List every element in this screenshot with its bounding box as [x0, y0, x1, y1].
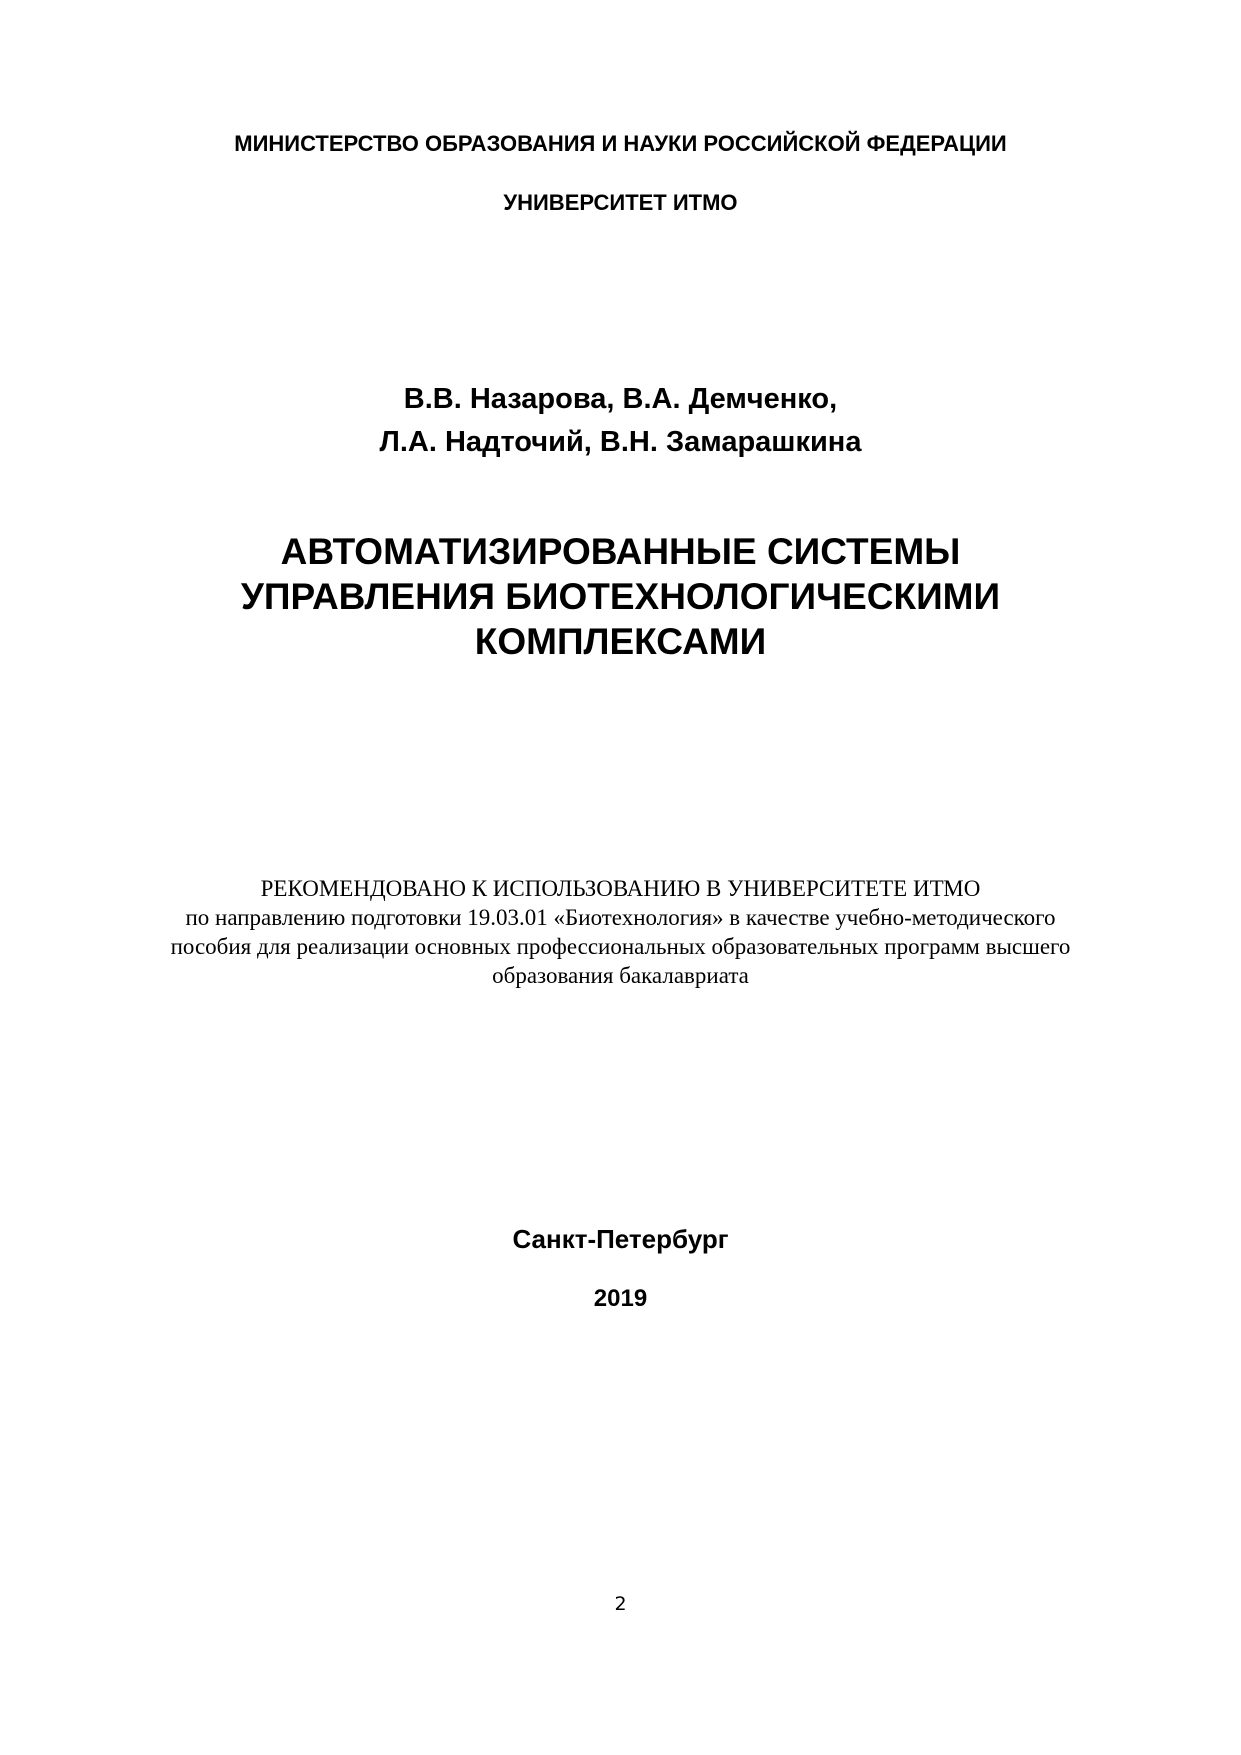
- recommendation-block: [0, 874, 1241, 990]
- authors-block: [0, 378, 1241, 464]
- title-line-3: КОМПЛЕКСАМИ: [474, 621, 767, 662]
- authors-line-2: Л.А. Надточий, В.Н. Замарашкина: [379, 426, 862, 458]
- authors-line-1: В.В. Назарова, В.А. Демченко,: [403, 383, 838, 415]
- publication-city: Санкт-Петербург: [512, 1224, 729, 1254]
- recommendation-line-2: по направлению подготовки 19.03.01 «Биотехнология» в качестве учебно-методического: [185, 905, 1056, 930]
- recommendation-line-3: пособия для реализации основных профессиональных образовательных программ высшего: [170, 934, 1071, 959]
- ministry-heading: МИНИСТЕРСТВО ОБРАЗОВАНИЯ И НАУКИ РОССИЙСКОЙ ФЕДЕРАЦИИ: [234, 131, 1007, 156]
- university-heading: УНИВЕРСИТЕТ ИТМО: [503, 190, 738, 215]
- title-line-1: АВТОМАТИЗИРОВАННЫЕ СИСТЕМЫ: [280, 531, 961, 572]
- publication-year: 2019: [593, 1285, 648, 1312]
- recommendation-line-1: РЕКОМЕНДОВАНО К ИСПОЛЬЗОВАНИЮ В УНИВЕРСИТЕТЕ ИТМО: [260, 876, 981, 901]
- title-line-2: УПРАВЛЕНИЯ БИОТЕХНОЛОГИЧЕСКИМИ: [240, 576, 1001, 617]
- document-title: [0, 529, 1241, 664]
- page-number: 2: [614, 1593, 627, 1615]
- recommendation-line-4: образования бакалавриата: [492, 963, 749, 988]
